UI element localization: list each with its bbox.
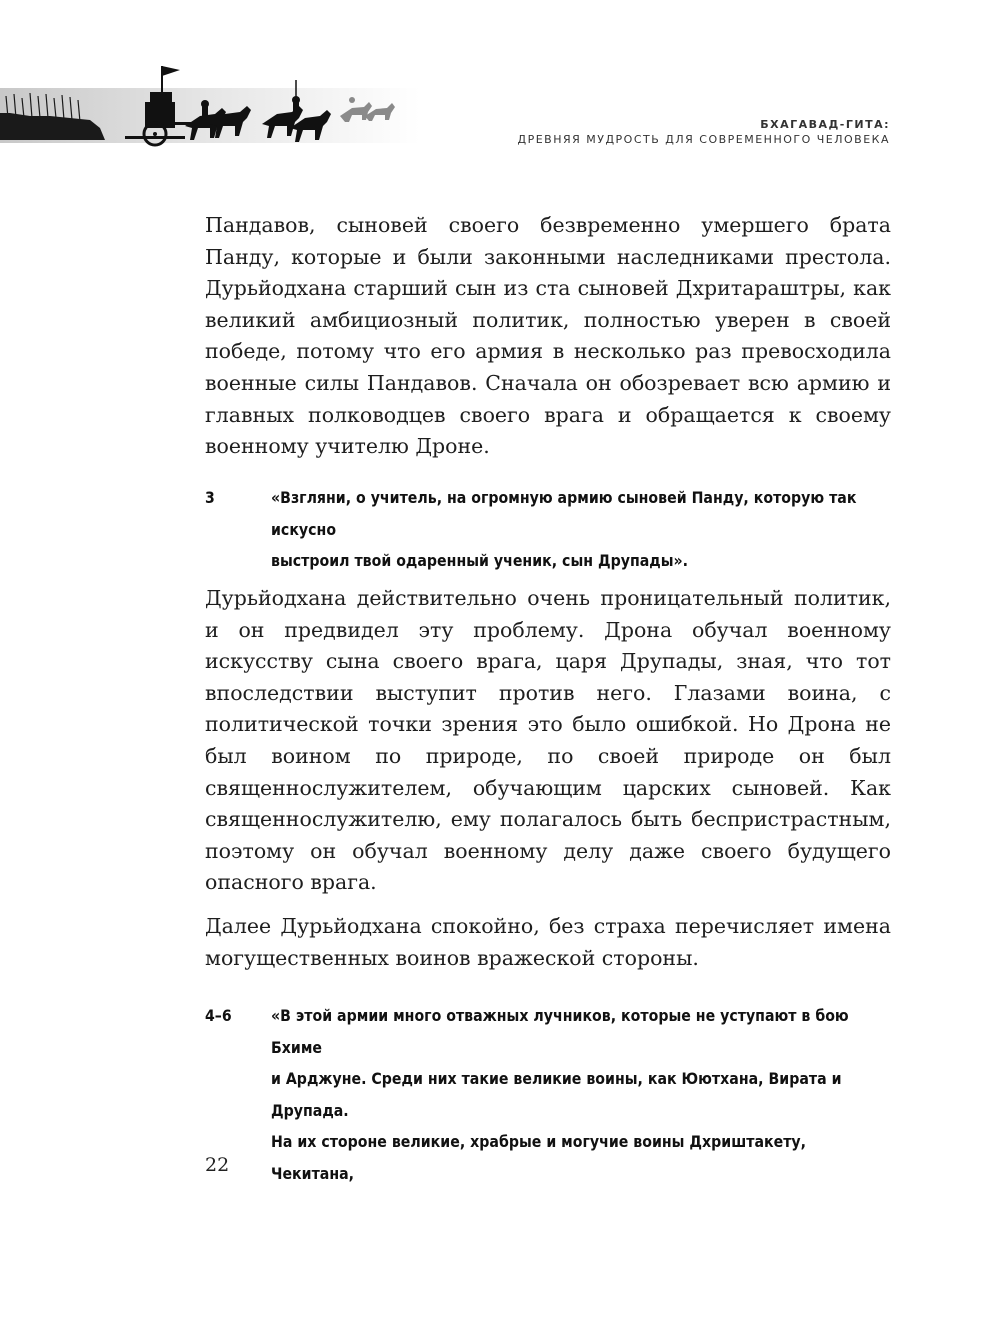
commentary-block-2 bbox=[205, 583, 891, 974]
verse-line: «В этой армии много отважных лучников, которые не уступают в бою Бхиме bbox=[271, 1006, 849, 1057]
army-chariot-banner bbox=[0, 58, 420, 158]
book-subtitle: ДРЕВНЯЯ МУДРОСТЬ ДЛЯ СОВРЕМЕННОГО ЧЕЛОВЕКА bbox=[517, 133, 890, 146]
page-number: 22 bbox=[205, 1154, 230, 1176]
commentary-block-1 bbox=[205, 210, 891, 463]
verse-number: 4–6 bbox=[205, 1006, 232, 1025]
verse-3 bbox=[205, 482, 891, 577]
verse-line: «Взгляни, о учитель, на огромную армию сыновей Панду, которую так искусно bbox=[271, 488, 857, 539]
verse-text bbox=[271, 1000, 891, 1189]
paragraph: Пандавов, сыновей своего безвременно умершего брата Панду, которые и были законными наследниками престола. Дурьйодхана старший сын из ста сыновей Дхритараштры, как великий амбициозный политик, полностью уверен в своей победе, потому что его армия в несколько раз превосходила военные силы Пандавов. Сначала он обозревает всю армию и главных полководцев своего врага и обращается к своему военному учителю Дроне. bbox=[205, 213, 891, 459]
paragraph: Далее Дурьйодхана спокойно, без страха перечисляет имена могущественных воинов вражеской стороны. bbox=[205, 913, 891, 970]
verse-number: 3 bbox=[205, 488, 215, 507]
verse-line: и Арджуне. Среди них такие великие воины, как Юютхана, Вирата и Друпада. bbox=[271, 1069, 842, 1120]
paragraph: Дурьйодхана действительно очень проницательный политик, и он предвидел эту проблему. Дрона обучал военному искусству сына своего врага, царя Друпады, зная, что тот впоследствии выступит против него. Глазами воина, с политической точки зрения это было ошибкой. Но Дрона не был воином по природе, по своей природе он был священнослужителем, обучающим царских сыновей. Как священнослужителю, ему полагалось быть беспристрастным, поэтому он обучал военному делу даже своего будущего опасного врага. bbox=[205, 586, 891, 895]
verse-text bbox=[271, 482, 891, 577]
running-head bbox=[517, 118, 890, 148]
verse-4-6 bbox=[205, 1000, 891, 1189]
verse-line: выстроил твой одаренный ученик, сын Друпады». bbox=[271, 551, 689, 570]
verse-line: На их стороне великие, храбрые и могучие воины Дхриштакету, Чекитана, bbox=[271, 1132, 807, 1183]
book-title: БХАГАВАД-ГИТА: bbox=[760, 118, 890, 131]
